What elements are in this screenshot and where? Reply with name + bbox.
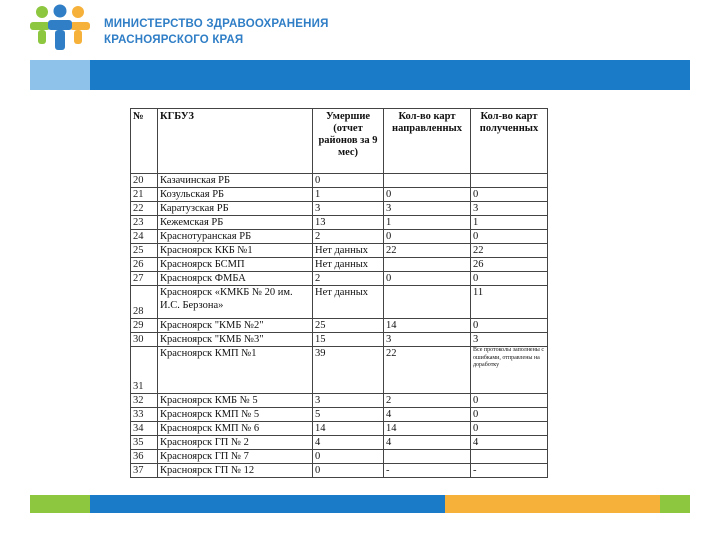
table-header-row [131,109,548,174]
cell-died: Нет данных [313,258,384,272]
cell-sent: 2 [384,394,471,408]
cell-died: 3 [313,394,384,408]
cell-number: 36 [131,450,158,464]
cell-number: 20 [131,174,158,188]
ministry-title-line2: КРАСНОЯРСКОГО КРАЯ [104,34,244,46]
cell-died: 14 [313,422,384,436]
cell-sent [384,174,471,188]
cell-received [471,450,548,464]
ministry-title [104,16,329,48]
cell-died: 1 [313,188,384,202]
header-cards-received: Кол-во карт полученных [471,109,548,174]
cell-received: 0 [471,272,548,286]
cell-sent: 0 [384,230,471,244]
table-row [131,347,548,394]
cell-sent: 0 [384,272,471,286]
header-bar-blue-segment [90,60,690,90]
header-bar [30,60,690,90]
table-row [131,286,548,319]
ministry-logo-icon [28,4,92,52]
cell-died: 4 [313,436,384,450]
header-number: № [131,109,158,174]
cell-died: 13 [313,216,384,230]
cell-sent: 22 [384,347,471,394]
footer-bar-green-end [660,495,690,513]
cell-died: 39 [313,347,384,394]
cell-name: Красноярск "КМБ №2" [158,319,313,333]
cell-sent: 4 [384,436,471,450]
cell-died: 25 [313,319,384,333]
cell-sent: - [384,464,471,478]
cell-name: Кежемская РБ [158,216,313,230]
cell-received: 22 [471,244,548,258]
cell-number: 34 [131,422,158,436]
cell-sent: 4 [384,408,471,422]
cell-received: 11 [471,286,548,319]
cell-name: Красноярск КМП №1 [158,347,313,394]
cell-name: Каратузская РБ [158,202,313,216]
cell-received: 0 [471,319,548,333]
cell-number: 33 [131,408,158,422]
cell-number: 25 [131,244,158,258]
table-row [131,394,548,408]
table-row [131,408,548,422]
table-row [131,450,548,464]
table-row [131,464,548,478]
cell-number: 27 [131,272,158,286]
cell-received: - [471,464,548,478]
cell-died: 0 [313,450,384,464]
cell-received: 0 [471,394,548,408]
cell-name: Красноярск ФМБА [158,272,313,286]
cell-number: 37 [131,464,158,478]
table-row [131,230,548,244]
cell-received: 26 [471,258,548,272]
cell-name: Краснотуранская РБ [158,230,313,244]
cell-number: 29 [131,319,158,333]
cell-name: Красноярск "КМБ №3" [158,333,313,347]
cell-number: 30 [131,333,158,347]
table-row [131,188,548,202]
table-row [131,258,548,272]
cell-received [471,174,548,188]
table-row [131,174,548,188]
cell-name: Козульская РБ [158,188,313,202]
cell-number: 23 [131,216,158,230]
cell-sent [384,258,471,272]
cell-received: 0 [471,188,548,202]
header-bar-light-segment [30,60,90,90]
cell-received: 3 [471,202,548,216]
cell-number: 24 [131,230,158,244]
cell-name: Красноярск БСМП [158,258,313,272]
footer-bar-orange-segment [445,495,660,513]
cell-name: Красноярск «КМКБ № 20 им. И.С. Берзона» [158,286,313,319]
cell-number: 32 [131,394,158,408]
cell-sent: 22 [384,244,471,258]
cell-sent: 3 [384,333,471,347]
cell-number: 22 [131,202,158,216]
cell-sent: 3 [384,202,471,216]
ministry-title-line1: МИНИСТЕРСТВО ЗДРАВООХРАНЕНИЯ [104,18,329,30]
deaths-table [130,108,548,478]
cell-name: Красноярск ГП № 2 [158,436,313,450]
table-row [131,202,548,216]
cell-died: 0 [313,174,384,188]
cell-died: 3 [313,202,384,216]
cell-received: 1 [471,216,548,230]
cell-sent [384,450,471,464]
cell-number: 35 [131,436,158,450]
cell-name: Красноярск КМП № 6 [158,422,313,436]
table-row [131,333,548,347]
cell-received: 0 [471,230,548,244]
cell-sent: 14 [384,422,471,436]
cell-number: 26 [131,258,158,272]
cell-number: 28 [131,286,158,319]
table-row [131,319,548,333]
cell-sent: 0 [384,188,471,202]
cell-name: Красноярск ГП № 7 [158,450,313,464]
table-row [131,244,548,258]
header-died: Умершие (отчет районов за 9 мес) [313,109,384,174]
cell-number: 21 [131,188,158,202]
cell-received: Все протоколы заполнены с ошибками, отправлены на доработку [471,347,548,394]
cell-died: Нет данных [313,286,384,319]
footer-bar-blue-segment [90,495,445,513]
cell-name: Казачинская РБ [158,174,313,188]
cell-received: 4 [471,436,548,450]
header-kgbuz: КГБУЗ [158,109,313,174]
cell-died: 5 [313,408,384,422]
cell-received: 0 [471,408,548,422]
cell-name: Красноярск ККБ №1 [158,244,313,258]
cell-name: Красноярск КМБ № 5 [158,394,313,408]
cell-number: 31 [131,347,158,394]
cell-died: 0 [313,464,384,478]
cell-died: Нет данных [313,244,384,258]
cell-died: 2 [313,272,384,286]
cell-sent: 14 [384,319,471,333]
cell-received: 3 [471,333,548,347]
cell-name: Красноярск КМП № 5 [158,408,313,422]
cell-received: 0 [471,422,548,436]
table-row [131,436,548,450]
cell-sent [384,286,471,319]
footer-bar [30,495,690,513]
table-row [131,272,548,286]
header-cards-sent: Кол-во карт направленных [384,109,471,174]
document-table-image [130,108,548,478]
footer-bar-green-segment [30,495,90,513]
cell-name: Красноярск ГП № 12 [158,464,313,478]
cell-sent: 1 [384,216,471,230]
table-row [131,216,548,230]
cell-died: 15 [313,333,384,347]
cell-died: 2 [313,230,384,244]
table-row [131,422,548,436]
